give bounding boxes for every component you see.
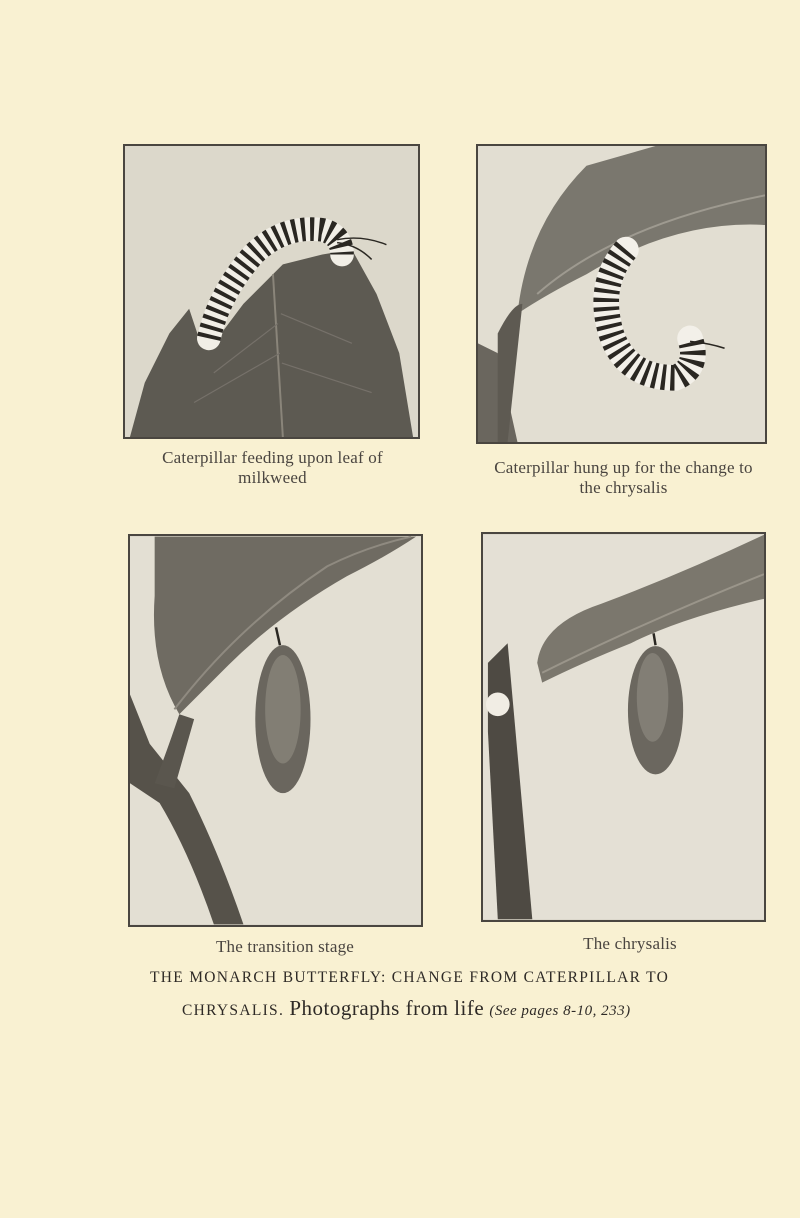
plate-title-line1: THE MONARCH BUTTERFLY: CHANGE FROM CATERPILLAR TO (150, 969, 670, 986)
photo-caterpillar-hung (476, 144, 767, 444)
caption-chrysalis: The chrysalis (583, 934, 677, 953)
photo-transition-stage (128, 534, 423, 927)
chrysalis-image (483, 534, 764, 920)
plate-title-page-reference: (See pages 8-10, 233) (489, 1003, 631, 1019)
plate-title (150, 963, 770, 1026)
plate-title-main: Photographs from life (289, 996, 485, 1020)
caption-transition-stage: The transition stage (215, 937, 355, 956)
transition-stage-image (130, 536, 421, 925)
photo-caterpillar-feeding (123, 144, 420, 439)
plate-title-prefix: CHRYSALIS. (182, 1002, 285, 1019)
plate-title-line2 (150, 993, 770, 1026)
caterpillar-feeding-image (125, 146, 418, 437)
caterpillar-hung-image (478, 146, 765, 442)
caption-caterpillar-hung: Caterpillar hung up for the change to the chrysalis (494, 458, 753, 497)
caption-caterpillar-feeding: Caterpillar feeding upon leaf of milkweed (162, 448, 383, 487)
photo-chrysalis (481, 532, 766, 922)
